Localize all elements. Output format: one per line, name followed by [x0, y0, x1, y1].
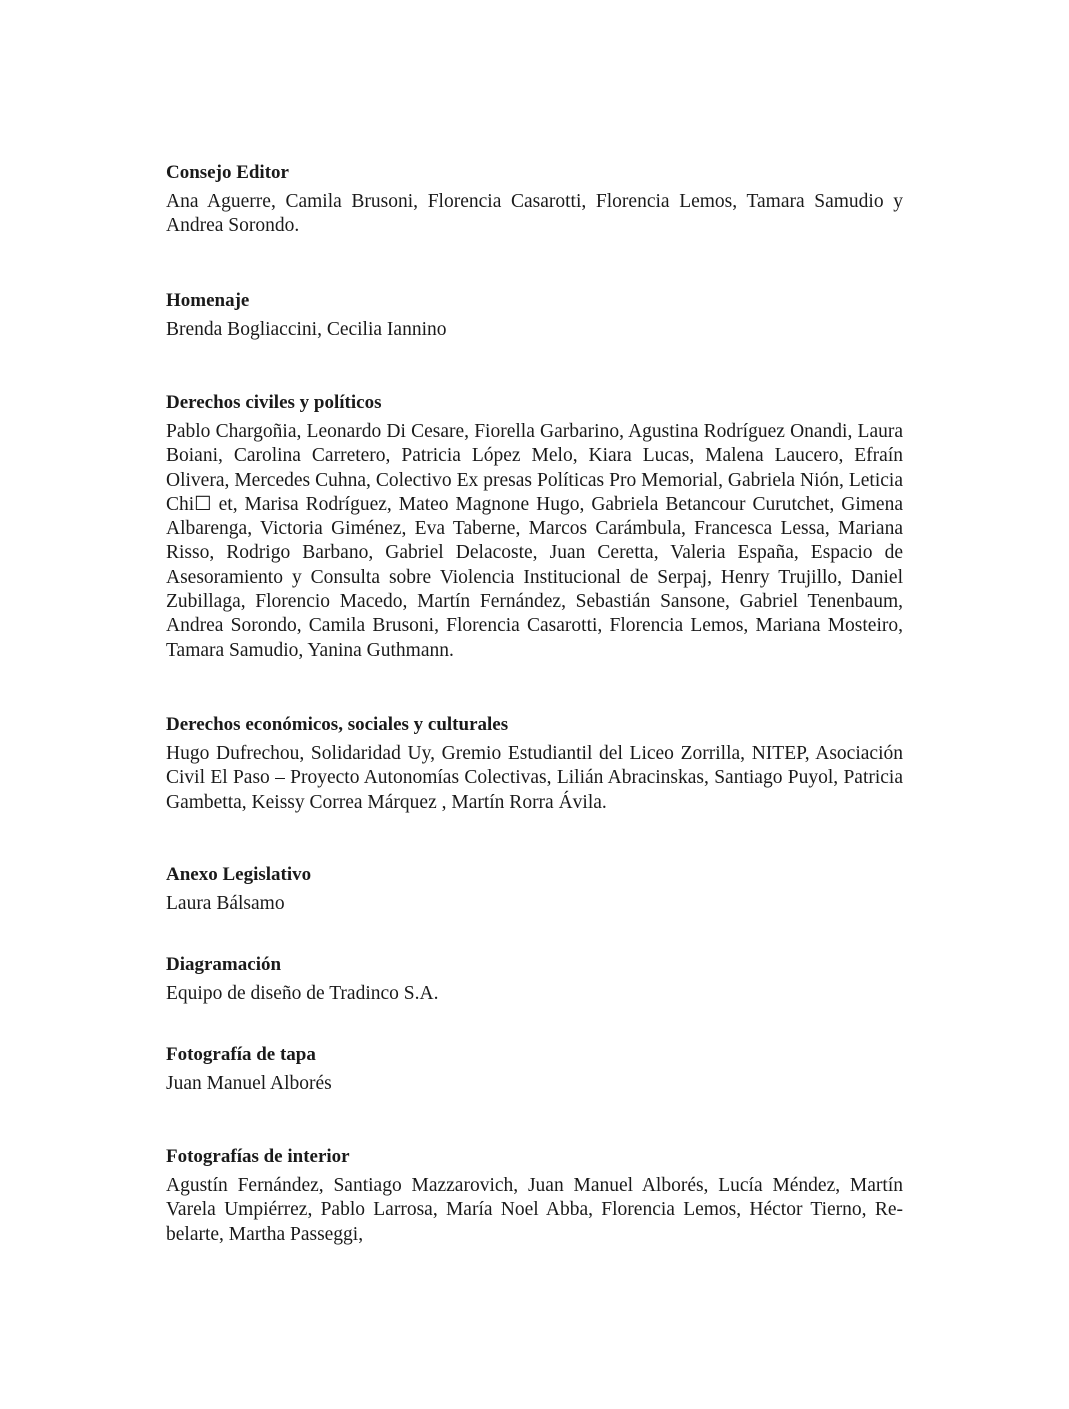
section-body: Ana Aguerre, Camila Brusoni, Florencia Casarotti, Florencia Lemos, Tamara Samudio y Andrea Sorondo. [166, 191, 903, 237]
section-heading: Fotografía de tapa [166, 1044, 316, 1065]
section-diagramacion [166, 952, 903, 1006]
section-body: Juan Manuel Alborés [166, 1073, 332, 1094]
section-heading: Derechos económicos, sociales y culturales [166, 714, 509, 735]
section-heading: Consejo Editor [166, 162, 289, 183]
section-body: Pablo Chargoñia, Leonardo Di Cesare, Fiorella Garbarino, Agustina Rodríguez Onandi, Laura Boiani, Carolina Carretero, Patricia López Melo, Kiara Lucas, Malena Laucero, Efraín Olivera, Mercedes Cuhna, Colectivo Ex presas Políticas Pro Memorial, Gabriela Nión, Leticia Chi☐ et, Marisa Rodríguez, Mateo Magnone Hugo, Gabriela Betancour Curutchet, Gimena Albarenga, Victoria Giménez, Eva Taberne, Marcos Carámbula, Francesca Lessa, Mariana Risso, Rodrigo Barbano, Gabriel Delacoste, Juan Ceretta, Valeria España, Espacio de Asesoramiento y Consulta sobre Violencia Institucional de Serpaj, Henry Trujillo, Daniel Zubillaga, Florencio Macedo, Martín Fernández, Sebastián Sansone, Gabriel Tenenbaum, Andrea Sorondo, Camila Brusoni, Florencia Casarotti, Florencia Lemos, Mariana Mosteiro, Tamara Samudio, Yanina Guthmann. [166, 421, 903, 661]
section-body: Agustín Fernández, Santiago Mazzarovich, Juan Manuel Alborés, Lucía Méndez, Martín Varela Umpiérrez, Pablo Larrosa, María Noel Abba, Florencia Lemos, Héctor Tierno, Rebelarte, Martha Passeggi, [166, 1175, 903, 1245]
section-heading: Diagramación [166, 954, 282, 975]
section-heading: Derechos civiles y políticos [166, 392, 382, 413]
section-derechos-civiles [166, 390, 903, 663]
section-body: Hugo Dufrechou, Solidaridad Uy, Gremio Estudiantil del Liceo Zorrilla, NITEP, Asociación Civil El Paso – Proyecto Autonomías Colectivas, Lilián Abracinskas, Santiago Puyol, Patricia Gambetta, Keissy Correa Márquez , Martín Rorra Ávila. [166, 743, 903, 813]
section-heading: Fotografías de interior [166, 1146, 350, 1167]
section-derechos-economicos [166, 712, 903, 815]
section-consejo-editor [166, 160, 903, 239]
section-heading: Anexo Legislativo [166, 864, 312, 885]
section-fotografia-tapa [166, 1042, 903, 1096]
section-body: Equipo de diseño de Tradinco S.A. [166, 983, 439, 1004]
section-fotografias-interior [166, 1144, 903, 1247]
section-anexo-legislativo [166, 862, 903, 916]
section-body: Laura Bálsamo [166, 893, 285, 914]
section-homenaje [166, 288, 903, 342]
section-body: Brenda Bogliaccini, Cecilia Iannino [166, 319, 447, 340]
section-heading: Homenaje [166, 290, 250, 311]
